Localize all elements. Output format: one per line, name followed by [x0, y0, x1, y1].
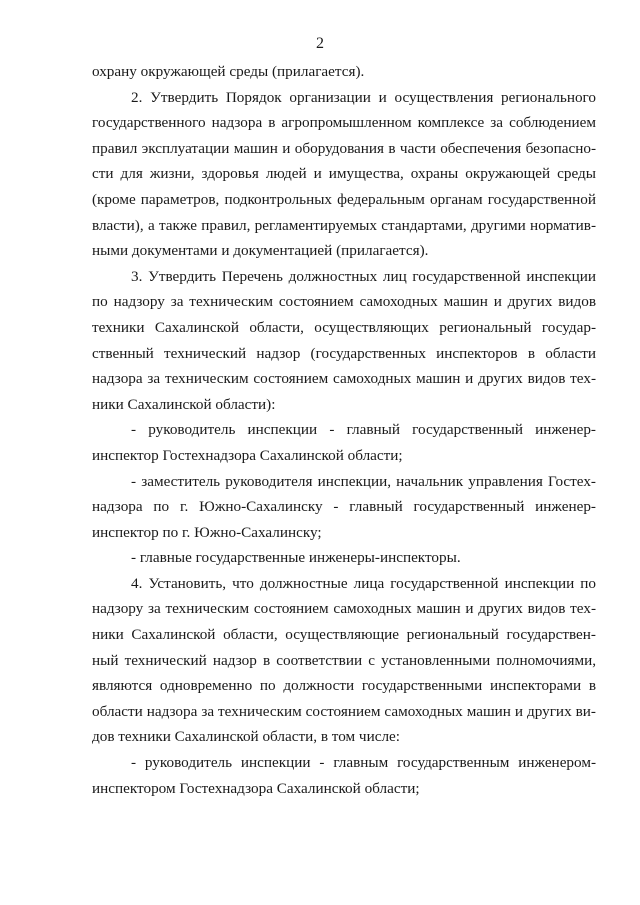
- text-line: - заместитель руководителя инспекции, начальник управления Гостех-: [131, 472, 596, 490]
- list-item-deputy-inspector: [92, 469, 596, 546]
- text-line: власти), а также правил, регламентируемых стандартами, другими норматив-: [92, 216, 596, 234]
- text-line: дов техники Сахалинской области, в том числе:: [92, 728, 400, 746]
- page-number: 2: [316, 35, 324, 52]
- text-line: ными документами и документацией (прилагается).: [92, 242, 429, 260]
- text-line: области надзора за техническим состоянием самоходных машин и других ви-: [92, 702, 596, 720]
- text-line: 3. Утвердить Перечень должностных лиц государственной инспекции: [131, 267, 596, 285]
- text-line: по надзору за техническим состоянием самоходных машин и других видов: [92, 293, 596, 311]
- text-line: техники Сахалинской области, осуществляющих региональный государ-: [92, 318, 596, 336]
- text-line: ный технический надзор в соответствии с установленными полномочиями,: [92, 651, 596, 669]
- list-item-head-inspector: [92, 417, 596, 468]
- list-item-chief-inspectors: [92, 545, 596, 571]
- paragraph-item-3: [92, 264, 596, 418]
- text-line: - руководитель инспекции - главным государственным инженером-: [131, 754, 596, 772]
- list-item-head-inspector-duty: [92, 750, 596, 801]
- text-line: надзора за техническим состоянием самоходных машин и других видов тех-: [92, 370, 596, 388]
- text-line: ственный технический надзор (государственных инспекторов в области: [92, 344, 596, 362]
- text-line: инспектор Гостехнадзора Сахалинской области;: [92, 446, 403, 464]
- text-line: надзору за техническим состоянием самоходных машин и других видов тех-: [92, 600, 596, 618]
- paragraph-item-2: [92, 85, 596, 264]
- text-line: инспектор по г. Южно-Сахалинску;: [92, 523, 322, 541]
- text-line: инспектором Гостехнадзора Сахалинской области;: [92, 779, 420, 797]
- text-line: надзора по г. Южно-Сахалинску - главный государственный инженер-: [92, 498, 596, 516]
- text-line: - главные государственные инженеры-инспекторы.: [131, 549, 461, 567]
- text-line: - руководитель инспекции - главный государственный инженер-: [131, 421, 596, 439]
- text-line: являются одновременно по должности государственными инспекторами в: [92, 677, 596, 695]
- document-body: [92, 59, 596, 801]
- text-line: ники Сахалинской области):: [92, 395, 276, 413]
- text-line: правил эксплуатации машин и оборудования в части обеспечения безопасно-: [92, 139, 596, 157]
- text-line: сти для жизни, здоровья людей и имущества, охраны окружающей среды: [92, 165, 596, 183]
- text-line: государственного надзора в агропромышленном комплексе за соблюдением: [92, 114, 596, 132]
- text-line: ники Сахалинской области, осуществляющие региональный государствен-: [92, 626, 596, 644]
- text-line: (кроме параметров, подконтрольных федеральным органам государственной: [92, 190, 596, 208]
- paragraph-continuation: [92, 59, 596, 85]
- text-line: охрану окружающей среды (прилагается).: [92, 63, 365, 80]
- text-line: 4. Установить, что должностные лица государственной инспекции по: [131, 574, 596, 592]
- paragraph-item-4: [92, 571, 596, 750]
- text-line: 2. Утвердить Порядок организации и осуществления регионального: [131, 88, 596, 106]
